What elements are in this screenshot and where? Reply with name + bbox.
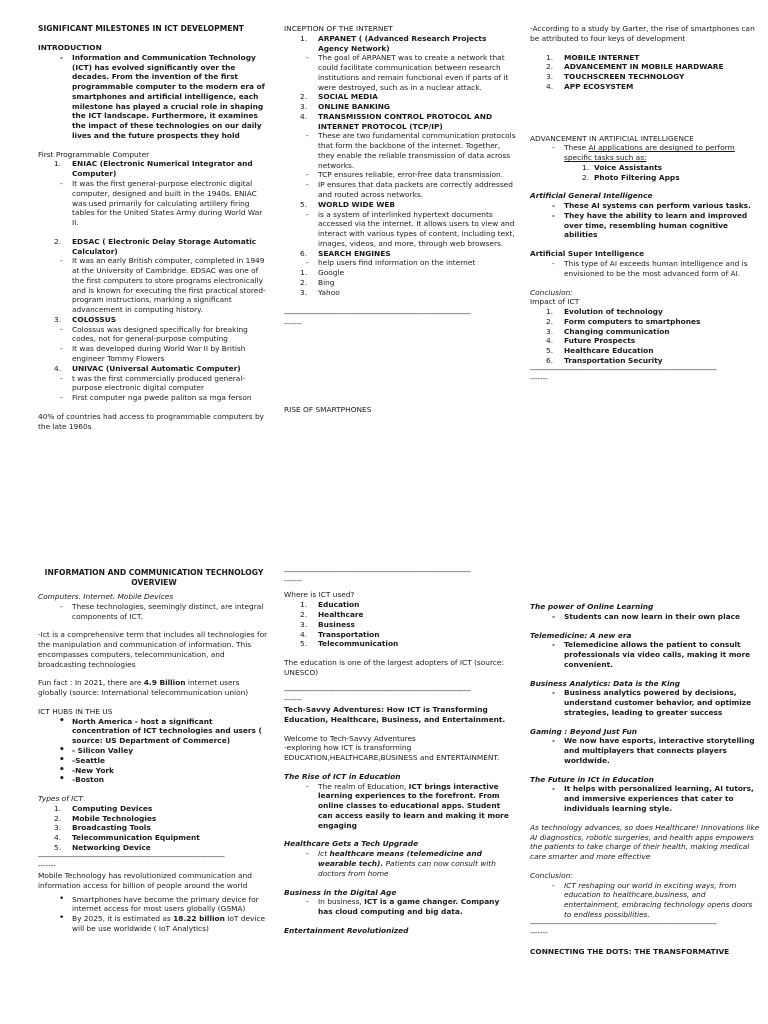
list-item: 4. Future Prospects	[546, 336, 636, 346]
arpanet-text: - The goal of ARPANET was to create a network that could facilitate communication between research institutions and remain functional even if parts of it were destroyed, such as in a nuclear attack.	[284, 53, 516, 92]
list-item: 1. Education	[300, 600, 360, 610]
list-item: 1. Google	[300, 268, 345, 278]
online-learning-text: - Students can now learn in their own place	[530, 612, 762, 622]
conclusion-heading: Conclusion:	[530, 870, 573, 880]
column-1-bottom	[38, 568, 270, 934]
edsac-text: - It was an early British computer, completed in 1949 at the University of Cambridge. EDSAC was one of the first computers to store programs electronically and is known for executing the first practical stored-program instructions, marking a significant advancement in computing history.	[38, 256, 270, 315]
overview-subtitle: Computers. Internet. Mobile Devices	[38, 592, 174, 602]
tcp-text-2: - TCP ensures reliable, error-free data transmission.	[284, 170, 516, 180]
list-item: 3. Yahoo	[300, 287, 340, 297]
list-item: 3. Broadcasting Tools	[54, 823, 151, 833]
agi-text-1: - These AI systems can perform various tasks.	[530, 201, 762, 211]
univac-text-2: - First computer nga pwede paliton sa mga ferson	[38, 393, 270, 403]
list-item: 2. Bing	[300, 277, 335, 287]
page-title: SIGNIFICANT MILESTONES IN ICT DEVELOPMENT	[38, 24, 244, 33]
fun-fact: Fun fact : In 2021, there are 4.9 Billion internet users globally (source: International telecommunication union)	[38, 678, 249, 698]
list-item: 2. Photo Filtering Apps	[582, 172, 680, 182]
separator: --------------------------------------------------------------------------------------------	[530, 365, 717, 374]
list-item: 1. ARPANET ( (Advanced Research Projects Agency Network)	[300, 33, 487, 53]
future-text: - It helps with personalized learning, AI tutors, and immersive experiences that cater to individuals learning style.	[530, 784, 762, 813]
garter-text: -According to a study by Garter, the rise of smartphones can be attributed to four keys of development	[530, 24, 755, 43]
column-2-top	[284, 24, 516, 415]
hubs-heading: ICT HUBS IN THE US	[38, 706, 113, 716]
www-text: - is a system of interlinked hypertext documents accessed via the internet. It allows users to view and interact with various types of content, including text, images, videos, and more, through web browsers.	[284, 210, 516, 249]
analytics-text: - Business analytics powered by decisions, understand customer behavior, and optimize strategies, leading to greater success	[530, 688, 762, 717]
separator: --------------------------------------------------------------------------------------------	[530, 919, 717, 928]
healthcare-body: - Ict healthcare means (telemedicine and wearable tech). Patients can now consult with doctors from home	[284, 849, 516, 878]
list-item: 1. ENIAC (Electronic Numerical Integrator and Computer)	[54, 159, 253, 179]
list-item: 5. Networking Device	[54, 842, 151, 852]
separator-tail: -------	[530, 374, 548, 383]
ai-heading: ADVANCEMENT IN ARTIFICIAL INTELLIGENCE	[530, 133, 694, 143]
gaming-text: - We now have esports, interactive storytelling and multiplayers that connects players worldwide.	[530, 736, 762, 765]
list-item: 2. EDSAC ( Electronic Delay Storage Automatic Calculator)	[54, 236, 257, 256]
column-3-bottom	[530, 602, 762, 957]
asi-heading: Artificial Super Intelligence	[530, 249, 645, 259]
gaming-heading: Gaming : Beyond Just Fun	[530, 726, 637, 736]
asi-text: - This type of AI exceeds human intelligence and is envisioned to be the most advanced form of AI.	[530, 259, 762, 279]
list-item: 4. APP ECOSYSTEM	[546, 81, 634, 91]
list-item: 3. TOUCHSCREEN TECHNOLOGY	[546, 72, 685, 82]
search-text: - help users find information on the internet	[284, 258, 516, 268]
internet-heading: INCEPTION OF THE INTERNET	[284, 24, 393, 33]
list-item: • - Silicon Valley	[38, 746, 270, 756]
column-2-bottom	[284, 568, 516, 936]
impact-heading: Impact of ICT	[530, 297, 580, 307]
list-item: 2. SOCIAL MEDIA	[300, 92, 378, 102]
list-item: • -Boston	[38, 775, 270, 785]
telemedicine-heading: Telemedicine: A new era	[530, 630, 632, 640]
list-item: 2. Mobile Technologies	[54, 813, 157, 823]
list-item: 6. SEARCH ENGINES	[300, 248, 391, 258]
separator: --------------------------------------------------------------------------------------------	[284, 568, 471, 576]
agi-text-2: - They have the ability to learn and improved over time, resembling human cognitive abilities	[530, 211, 762, 240]
eniac-text: - It was the first general-purpose electronic digital computer, designed and built in the 1940s. ENIAC was used primarily for calculating artillery firing tables for the United States Army during World War II.	[38, 179, 270, 228]
colossus-text-1: - Colossus was designed specifically for breaking codes, not for general-purpose computing	[38, 325, 270, 345]
list-item: 3. ONLINE BANKING	[300, 102, 391, 112]
conclusion-heading: Conclusion:	[530, 287, 573, 297]
separator-tail: -------	[284, 577, 302, 586]
list-item: 5. Healthcare Education	[546, 346, 654, 356]
first-computer-heading: First Programmable Computer	[38, 149, 150, 159]
agi-heading: Artificial General Intelligence	[530, 191, 653, 201]
connecting-title: CONNECTING THE DOTS: THE TRANSFORMATIVE	[530, 947, 730, 957]
conclusion-text: - ICT reshaping our world in exciting ways, from education to healthcare,business, and entertainment, embracing technology opens doors to endless possibilities.	[530, 881, 762, 920]
list-item: 1. MOBILE INTERNET	[546, 52, 640, 62]
analytics-heading: Business Analytics: Data is the King	[530, 678, 681, 688]
footer-fact: 40% of countries had access to programmable computers by the late 1960s	[38, 411, 265, 431]
list-item: 4. TRANSMISSION CONTROL PROTOCOL AND INTERNET PROTOCOL (TCP/IP)	[300, 111, 493, 131]
exploring-text: -exploring how ICT is transforming EDUCATION,HEALTHCARE,BUSINESS and ENTERTAINMENT.	[284, 743, 500, 763]
colossus-text-2: - It was developed during World War II by British engineer Tommy Flowers	[38, 344, 270, 364]
list-item: 5. WORLD WIDE WEB	[300, 199, 396, 209]
intro-heading: INTRODUCTION	[38, 43, 102, 53]
business-heading: Business in the Digital Age	[284, 887, 397, 897]
adventures-title: Tech-Savvy Adventures: How ICT is Transforming Education, Healthcare, Business, and Entertainment.	[284, 705, 506, 724]
entertainment-heading: Entertainment Revolutionized	[284, 925, 409, 935]
telemedicine-text: - Telemedicine allows the patient to consult professionals via video calls, making it more convenient.	[530, 640, 762, 669]
list-item: 2. Form computers to smartphones	[546, 316, 701, 326]
separator-tail: -------	[530, 928, 548, 937]
list-item: • North America - host a significant concentration of ICT technologies and users ( source: US Department of Commerce)	[38, 717, 270, 746]
tcp-text-3: - IP ensures that data packets are correctly addressed and routed across networks.	[284, 180, 516, 200]
separator-tail: -------	[284, 319, 302, 328]
list-item: 2. ADVANCEMENT IN MOBILE HARDWARE	[546, 62, 724, 72]
list-item: 1. Computing Devices	[54, 803, 153, 813]
future-heading: The Future in ICt in Education	[530, 774, 654, 784]
list-item: 4. Telecommunication Equipment	[54, 833, 200, 843]
list-item: • -New York	[38, 766, 270, 776]
list-item: 2. Healthcare	[300, 610, 364, 619]
ict-definition: -Ict is a comprehensive term that includes all technologies for the manipulation and communication of information. This encompasses computers, telecommunication, and broadcasting technologies	[38, 630, 268, 669]
univac-text-1: - t was the first commercially produced general-purpose electronic digital computer	[38, 374, 270, 394]
list-item: • Smartphones have become the primary device for internet access for most users globally (GSMA)	[38, 895, 270, 915]
list-item: 3. Changing communication	[546, 326, 670, 336]
overview-title: INFORMATION AND COMMUNICATION TECHNOLOGY OVERVIEW	[44, 568, 264, 588]
business-body: - In business, ICT is a game changer. Company has cloud computing and big data.	[284, 897, 516, 917]
list-item: 4. UNIVAC (Universal Automatic Computer)	[54, 363, 241, 373]
mobile-text: Mobile Technology has revolutionized communication and information access for billion of people around the world	[38, 871, 252, 890]
education-text: The education is one of the largest adopters of ICT (source: UNESCO)	[284, 658, 504, 677]
online-learning-heading: The power of Online Learning	[530, 602, 654, 611]
healthcare-advances-text: As technology advances, so does Healthcare! Innovations like AI diagnostics, robotic surgeries, and health apps empowers the patients to take charge of their health, making medical care smarter and more effective	[530, 822, 760, 862]
list-item: 3. COLOSSUS	[54, 314, 117, 324]
overview-subtitle-text: - These technologies, seemingly distinct, are integral components of ICT.	[38, 602, 270, 622]
column-3-top	[530, 24, 762, 384]
separator-tail: -------	[38, 861, 56, 870]
list-item: 5. Telecommunication	[300, 639, 399, 649]
list-item: 4. Transportation	[300, 629, 380, 639]
where-heading: Where is ICT used?	[284, 590, 355, 600]
tcp-text-1: - These are two fundamental communication protocols that form the backbone of the internet. Together, they enable the reliable transmission of data across networks.	[284, 131, 516, 170]
separator: --------------------------------------------------------------------------------------------	[284, 310, 471, 319]
list-item: • -Seattle	[38, 756, 270, 766]
list-item: 1. Voice Assistants	[582, 162, 663, 172]
list-item: • By 2025, it is estimated as 18.22 billion IoT device will be use worldwide ( IoT Analytics)	[38, 914, 270, 934]
ai-text: - These AI applications are designed to perform specific tasks such as:	[530, 143, 762, 163]
healthcare-heading: Healthcare Gets a Tech Upgrade	[284, 839, 419, 849]
separator: --------------------------------------------------------------------------------------------	[284, 686, 471, 695]
separator-tail: -------	[284, 695, 302, 704]
types-heading: Types of ICT	[38, 794, 84, 804]
education-heading: The Rise of ICT in Education	[284, 771, 401, 781]
column-1-top	[38, 24, 270, 431]
welcome-text: Welcome to Tech-Savvy Adventures	[284, 733, 416, 743]
separator: --------------------------------------------------------------------------------------------	[38, 852, 225, 861]
education-body: - The realm of Education, ICT brings interactive learning experiences to the forefront. From online classes to educational apps. Student can access easily to learn and making it more engaging	[284, 782, 516, 831]
list-item: 3. Business	[300, 619, 355, 629]
list-item: 1. Evolution of technology	[546, 307, 663, 317]
smartphones-heading: RISE OF SMARTPHONES	[284, 404, 372, 414]
list-item: 6. Transportation Security	[546, 355, 663, 365]
intro-text: - Information and Communication Technology (ICT) has evolved significantly over the decades. From the invention of the first programmable computer to the modern era of smartphones and artificial intelligence, each milestone has played a crucial role in shaping the ICT landscape. Furthermore, it examines the impact of these technologies on our daily lives and the future prospects they hold	[38, 53, 270, 141]
